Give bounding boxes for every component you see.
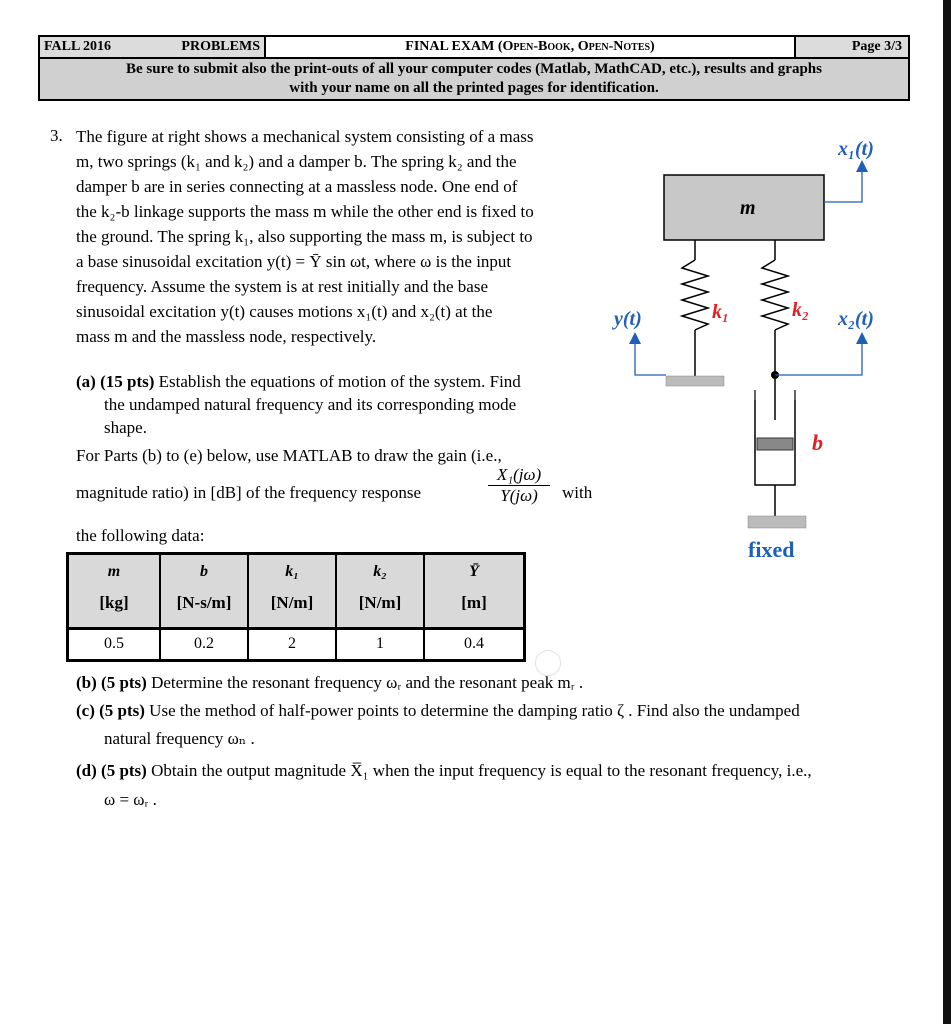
symbol-k1: k₁ xyxy=(285,563,299,580)
x1-arrow-head xyxy=(856,160,868,172)
intro-line: m, two springs (k₁ and k₂) and a damper b. The spring k₂ and the xyxy=(76,152,517,171)
table-row xyxy=(69,630,523,659)
exam-header xyxy=(38,35,910,101)
note-line-1: Be sure to submit also the print-outs of all your computer codes (Matlab, MathCAD, etc.), results and graphs xyxy=(126,61,822,77)
unit-m: [kg] xyxy=(99,593,129,612)
part-c xyxy=(76,698,800,723)
mechanical-system-figure xyxy=(600,120,900,580)
part-b-text: Determine the resonant frequency ωᵣ and the resonant peak mᵣ . xyxy=(151,673,584,692)
page-number: Page 3/3 xyxy=(796,37,908,57)
part-d-line2: ω = ωᵣ . xyxy=(104,790,157,809)
parameter-table xyxy=(66,552,526,662)
y-arrow-line xyxy=(635,342,666,375)
value-k1: 2 xyxy=(249,630,337,659)
part-a-line2: the undamped natural frequency and its corresponding mode xyxy=(104,395,517,414)
value-y: 0.4 xyxy=(464,635,484,652)
part-b-label: (b) (5 pts) xyxy=(76,673,147,692)
k1-label: k₁ xyxy=(712,301,729,323)
x1-arrow-line xyxy=(824,170,862,202)
mass-label: m xyxy=(740,197,756,219)
k2-spring xyxy=(762,260,788,330)
table-col-y xyxy=(425,555,523,627)
unit-b: [N-s/m] xyxy=(176,593,232,612)
table-col-m xyxy=(69,555,161,627)
unit-y: [m] xyxy=(461,593,487,612)
note-line-2: with your name on all the printed pages for identification. xyxy=(289,80,659,96)
matlab-line-2-end: with xyxy=(562,483,593,502)
b-label: b xyxy=(812,430,823,455)
tf-numerator: X₁(jω) xyxy=(488,465,550,486)
part-c-line2: natural frequency ωₙ . xyxy=(104,729,255,748)
intro-line: a base sinusoidal excitation y(t) = Ȳ sin ωt, where ω is the input xyxy=(76,252,512,271)
x2-arrow-line xyxy=(775,342,862,375)
x2-label: x₂(t) xyxy=(838,308,874,330)
value-k2: 1 xyxy=(337,630,425,659)
page-edge xyxy=(943,0,951,1024)
term-label: FALL 2016 xyxy=(44,39,112,54)
table-col-k2 xyxy=(337,555,425,627)
intro-line: frequency. Assume the system is at rest initially and the base xyxy=(76,277,488,296)
part-b xyxy=(76,670,583,695)
intro-line: sinusoidal excitation y(t) causes motions x₁(t) and x₂(t) at the xyxy=(76,302,493,321)
moving-base xyxy=(666,376,724,386)
damper-piston xyxy=(757,438,793,450)
k2-label: k₂ xyxy=(792,299,809,321)
part-c-label: (c) (5 pts) xyxy=(76,701,145,720)
part-a-text: Establish the equations of motion of the system. Find xyxy=(158,372,521,391)
k1-spring xyxy=(682,260,708,330)
value-m: 0.5 xyxy=(69,630,161,659)
intro-line: mass m and the massless node, respectively. xyxy=(76,327,377,346)
intro-line: the ground. The spring k₁, also supporting the mass m, is subject to xyxy=(76,227,533,246)
symbol-k2: k₂ xyxy=(373,563,387,580)
part-d-text: Obtain the output magnitude X̅₁ when the input frequency is equal to the resonant frequency, i.e., xyxy=(151,761,812,780)
ground-block xyxy=(748,516,806,528)
y-arrow-head xyxy=(629,332,641,344)
part-c-text: Use the method of half-power points to determine the damping ratio ζ . Find also the undamped xyxy=(149,701,800,720)
symbol-m: m xyxy=(107,563,121,580)
intro-line: the k₂-b linkage supports the mass m while the other end is fixed to xyxy=(76,202,534,221)
x2-arrow-head xyxy=(856,332,868,344)
intro-line: The figure at right shows a mechanical system consisting of a mass xyxy=(76,127,534,146)
symbol-b: b xyxy=(200,563,208,580)
part-a xyxy=(76,370,521,439)
transfer-function xyxy=(488,465,550,506)
section-label: PROBLEMS xyxy=(181,39,260,54)
part-d xyxy=(76,758,812,783)
symbol-y: Ȳ xyxy=(469,563,479,580)
submission-note xyxy=(40,59,908,99)
header-left xyxy=(40,37,266,57)
header-row xyxy=(40,37,908,59)
matlab-line-3: the following data: xyxy=(76,526,205,545)
part-a-label: (a) (15 pts) xyxy=(76,372,155,391)
part-a-line3: shape. xyxy=(104,418,147,437)
exam-title: FINAL EXAM (Open-Book, Open-Notes) xyxy=(266,37,796,57)
problem-intro xyxy=(76,124,534,349)
value-b: 0.2 xyxy=(161,630,249,659)
matlab-line-1: For Parts (b) to (e) below, use MATLAB to draw the gain (i.e., xyxy=(76,446,502,465)
table-header xyxy=(69,555,523,630)
table-col-k1 xyxy=(249,555,337,627)
faint-circle xyxy=(535,650,561,676)
table-col-b xyxy=(161,555,249,627)
matlab-line-2: magnitude ratio) in [dB] of the frequency response xyxy=(76,483,422,502)
intro-line: damper b are in series connecting at a massless node. One end of xyxy=(76,177,518,196)
part-d-label: (d) (5 pts) xyxy=(76,761,147,780)
unit-k1: [N/m] xyxy=(270,593,314,612)
x1-label: x₁(t) xyxy=(838,138,874,160)
problem-number: 3. xyxy=(50,126,63,145)
fixed-label: fixed xyxy=(748,537,795,562)
y-label: y(t) xyxy=(614,308,642,330)
tf-denominator: Y(jω) xyxy=(500,486,538,505)
unit-k2: [N/m] xyxy=(358,593,402,612)
